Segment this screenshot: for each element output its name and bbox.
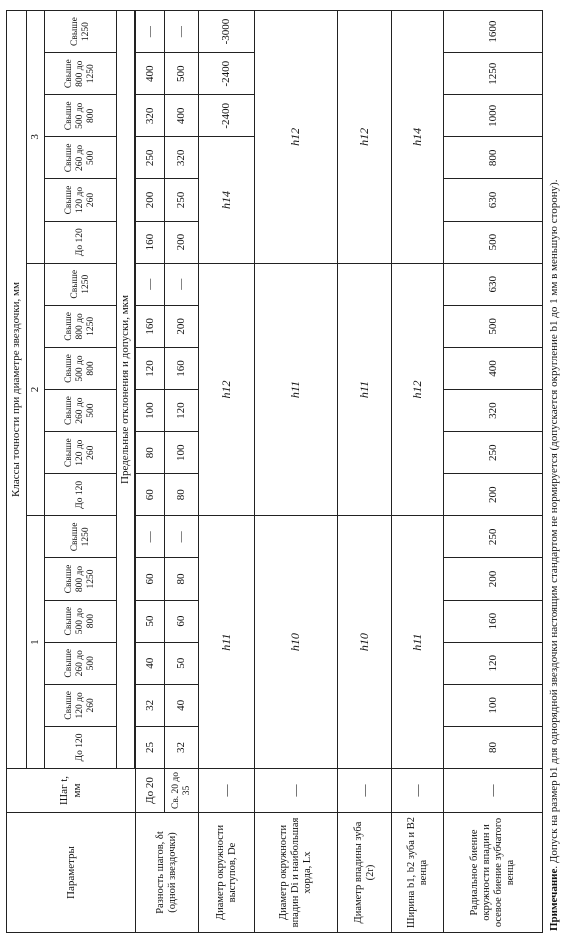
- tolerance-value: 60: [165, 600, 199, 642]
- tolerance-value: 100: [444, 684, 543, 726]
- tolerance-value: 80: [136, 432, 165, 474]
- diameter-range: Свыше 800 до 1250: [45, 305, 117, 347]
- tolerance-value: —: [136, 263, 165, 305]
- tolerance-value: 40: [136, 642, 165, 684]
- tolerance-value: 400: [136, 53, 165, 95]
- tolerance-value: 120: [165, 390, 199, 432]
- pitch-value: —: [255, 769, 338, 813]
- tolerance-value: 25: [136, 726, 165, 768]
- class-number: 2: [27, 263, 45, 516]
- tolerance-value: 80: [165, 474, 199, 516]
- tolerance-value: 200: [165, 305, 199, 347]
- diameter-range: Свыше 500 до 800: [45, 347, 117, 389]
- pitch-value: —: [444, 769, 543, 813]
- tolerance-class: h11: [338, 263, 392, 516]
- params-header: Параметры: [7, 813, 136, 933]
- tolerance-value: 80: [165, 558, 199, 600]
- tolerance-value: 800: [444, 137, 543, 179]
- tolerance-value: 320: [444, 390, 543, 432]
- diameter-range: Свыше 800 до 1250: [45, 558, 117, 600]
- diameter-range: До 120: [45, 221, 117, 263]
- tolerance-value: 100: [136, 390, 165, 432]
- diameter-range: Свыше 260 до 500: [45, 642, 117, 684]
- pitch-value: Св. 20 до 35: [165, 769, 199, 813]
- row-pitch-diff-a: [136, 11, 165, 933]
- tolerance-value: 120: [444, 642, 543, 684]
- tolerance-class: h14: [199, 137, 255, 263]
- tolerance-value: 250: [444, 432, 543, 474]
- tolerance-value: 630: [444, 179, 543, 221]
- param-slot-diameter: Диаметр впадины зуба (2r): [338, 813, 392, 933]
- row-param-slot-diameter: [338, 11, 392, 933]
- tolerance-class: h11: [255, 263, 338, 516]
- diameter-range: Свыше 260 до 500: [45, 390, 117, 432]
- diameter-range: До 120: [45, 726, 117, 768]
- param-tip-diameter: Диаметр окружности выступов, De: [199, 813, 255, 933]
- diameter-range: Свыше 1250: [45, 516, 117, 558]
- tolerance-value: 320: [136, 95, 165, 137]
- row-pitch-diff-b: [165, 11, 199, 933]
- tolerance-class: h11: [392, 516, 444, 769]
- param-width: Ширина b1, b2 зуба и B2 венца: [392, 813, 444, 933]
- tolerance-value: 32: [165, 726, 199, 768]
- tolerance-value: 200: [136, 179, 165, 221]
- tolerance-value: -2400: [199, 95, 255, 137]
- tolerance-value: 400: [165, 95, 199, 137]
- tolerance-class: h10: [255, 516, 338, 769]
- tolerance-value: 120: [136, 347, 165, 389]
- tolerance-class: h11: [199, 516, 255, 769]
- tolerance-table: [6, 10, 543, 933]
- diameter-range: Свыше 120 до 260: [45, 432, 117, 474]
- footnote-label: Примечание: [548, 868, 560, 931]
- tolerance-class: h12: [392, 263, 444, 516]
- diameter-range: Свыше 120 до 260: [45, 684, 117, 726]
- pitch-header: Шаг t, мм: [7, 769, 136, 813]
- tolerance-value: 50: [136, 600, 165, 642]
- tolerance-value: 250: [136, 137, 165, 179]
- footnote-text: . Допуск на размер b1 для однорядной звездочки настоящим стандартом не нормируется (допускается округление b1 до 1 мм в меньшую сторону).: [548, 179, 560, 869]
- class-number: 1: [27, 516, 45, 769]
- tolerance-value: 80: [444, 726, 543, 768]
- diameter-range: Свыше 500 до 800: [45, 600, 117, 642]
- pitch-value: —: [199, 769, 255, 813]
- row-tip-diameter: [199, 11, 255, 933]
- tolerance-value: 40: [165, 684, 199, 726]
- tolerance-value: -2400: [199, 53, 255, 95]
- class-number: 3: [27, 11, 45, 264]
- tolerance-value: —: [165, 263, 199, 305]
- tolerance-class: h12: [199, 263, 255, 516]
- diameter-range: Свыше 120 до 260: [45, 179, 117, 221]
- tolerance-value: 32: [136, 684, 165, 726]
- tolerance-value: 320: [165, 137, 199, 179]
- diameter-range: Свыше 800 до 1250: [45, 53, 117, 95]
- pitch-value: —: [392, 769, 444, 813]
- tolerance-value: 160: [136, 221, 165, 263]
- diameter-range: Свыше 260 до 500: [45, 137, 117, 179]
- tolerance-value: 60: [136, 558, 165, 600]
- param-root-diameter: Диаметр окружности впадин Di и наибольшая хорда, Lx: [255, 813, 338, 933]
- tolerance-value: 250: [444, 516, 543, 558]
- tolerance-value: 500: [444, 305, 543, 347]
- classes-title: Классы точности при диаметре звездочки, мм: [7, 11, 27, 769]
- tolerance-value: 1600: [444, 11, 543, 53]
- diameter-range: Свыше 1250: [45, 263, 117, 305]
- tolerance-value: 250: [165, 179, 199, 221]
- footnote: [548, 11, 561, 931]
- tolerance-value: 160: [136, 305, 165, 347]
- diameter-range: До 120: [45, 474, 117, 516]
- pitch-value: До 20: [136, 769, 165, 813]
- tolerance-value: 160: [444, 600, 543, 642]
- tolerance-value: —: [165, 11, 199, 53]
- tolerance-value: 500: [165, 53, 199, 95]
- limits-title: Предельные отклонения и допуски, мкм: [117, 11, 135, 769]
- tolerance-value: 1000: [444, 95, 543, 137]
- tolerance-value: 200: [444, 474, 543, 516]
- row-param-root-diameter: [255, 11, 338, 933]
- tolerance-value: -3000: [199, 11, 255, 53]
- tolerance-value: —: [136, 11, 165, 53]
- diameter-range: Свыше 1250: [45, 11, 117, 53]
- diameter-range: Свыше 500 до 800: [45, 95, 117, 137]
- tolerance-value: 400: [444, 347, 543, 389]
- tolerance-value: 1250: [444, 53, 543, 95]
- tolerance-class: h12: [255, 11, 338, 264]
- tolerance-value: 100: [165, 432, 199, 474]
- param-runout: Радиальное биение окружности впадин и осевое биение зубчатого венца: [444, 813, 543, 933]
- tolerance-class: h10: [338, 516, 392, 769]
- tolerance-value: 50: [165, 642, 199, 684]
- tolerance-value: 60: [136, 474, 165, 516]
- param-pitch-diff: Разность шагов, δt (одной звездочки): [136, 813, 199, 933]
- tolerance-value: 200: [444, 558, 543, 600]
- row-param-width: [392, 11, 444, 933]
- tolerance-value: 200: [165, 221, 199, 263]
- tolerance-value: 160: [165, 347, 199, 389]
- tolerance-value: —: [136, 516, 165, 558]
- tolerance-class: h12: [338, 11, 392, 264]
- tolerance-value: 630: [444, 263, 543, 305]
- tolerance-value: —: [165, 516, 199, 558]
- row-runout: [444, 11, 543, 933]
- header-row-title: [7, 11, 27, 933]
- tolerance-class: h14: [392, 11, 444, 264]
- tolerance-value: 500: [444, 221, 543, 263]
- pitch-value: —: [338, 769, 392, 813]
